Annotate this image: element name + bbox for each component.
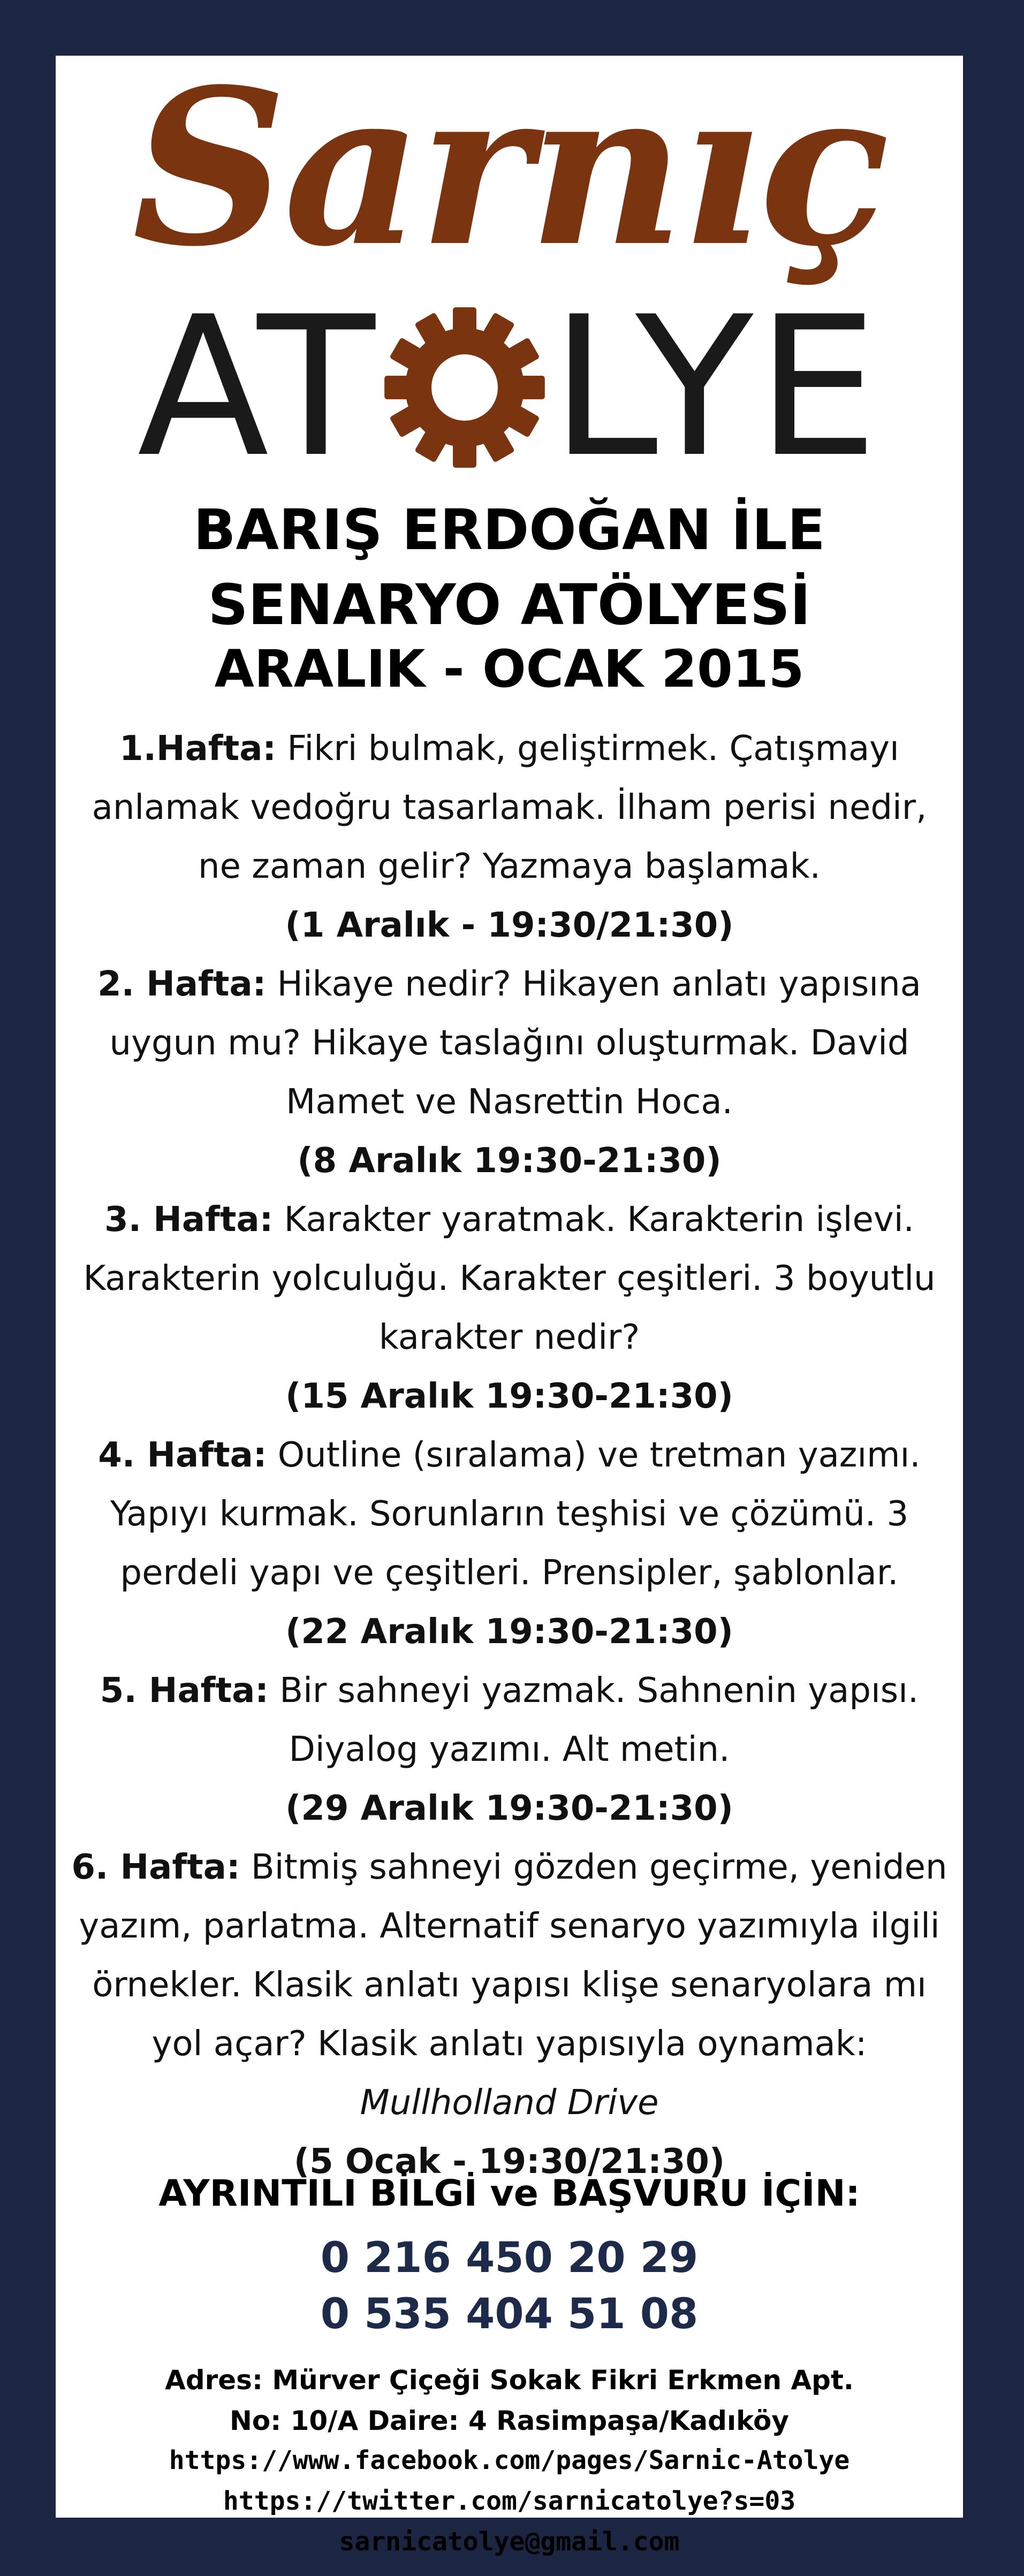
logo-script: Sarnıç <box>132 42 887 294</box>
week-body: Outline (sıralama) ve tretman yazımı. Yapıyı kurmak. Sorunların teşhisi ve çözümü. 3 perdeli yapı ve çeşitleri. Prensipler, şablonlar. <box>110 1435 921 1593</box>
week-label: 2. Hafta: <box>97 964 267 1004</box>
week-description <box>66 1190 952 1367</box>
email-link[interactable]: sarnicatolye@gmail.com <box>339 2527 680 2557</box>
title-line-3: ARALIK - OCAK 2015 <box>214 639 805 699</box>
contact-links <box>56 2440 963 2562</box>
week-label: 1.Hafta: <box>119 729 276 769</box>
week-label: 3. Hafta: <box>104 1200 274 1240</box>
week-date: (5 Ocak - 19:30/21:30) <box>293 2142 725 2182</box>
week-description <box>66 1838 952 2132</box>
week-body: Bitmiş sahneyi gözden geçirme, yeniden yazım, parlatma. Alternatif senaryo yazımıyla ilgili örnekler. Klasik anlatı yapısı klişe senaryolara mı yol açar? Klasik anlatı yapısıyla oynamak: <box>79 1848 947 2064</box>
week-date: (29 Aralık 19:30-21:30) <box>285 1789 733 1828</box>
week-body: Karakter yaratmak. Karakterin işlevi. Karakterin yolculuğu. Karakter çeşitleri. 3 boyutlu karakter nedir? <box>83 1200 936 1357</box>
title-line-2: SENARYO ATÖLYESİ <box>208 572 811 637</box>
address <box>56 2360 963 2441</box>
week-body: Hikaye nedir? Hikayen anlatı yapısına uygun mu? Hikaye taslağını oluşturmak. David Mamet ve Nasrettin Hoca. <box>109 964 921 1122</box>
week-film-title: Mullholland Drive <box>360 2083 659 2123</box>
address-line-1: Adres: Mürver Çiçeği Sokak Fikri Erkmen Apt. <box>165 2365 854 2396</box>
twitter-link[interactable]: https://twitter.com/sarnicatolye?s=03 <box>223 2486 796 2516</box>
week-description <box>66 719 952 896</box>
contact-heading: AYRINTILI BİLGİ ve BAŞVURU İÇİN: <box>158 2172 860 2215</box>
week-label: 4. Hafta: <box>98 1435 267 1475</box>
week-label: 5. Hafta: <box>100 1671 269 1711</box>
week-block <box>66 1838 952 2191</box>
phone-number-2[interactable]: 0 535 404 51 08 <box>320 2290 699 2338</box>
poster <box>56 42 963 2557</box>
week-label: 6. Hafta: <box>71 1848 240 1887</box>
week-body: Bir sahneyi yazmak. Sahnenin yapısı. Diyalog yazımı. Alt metin. <box>268 1671 919 1769</box>
title-line-1: BARIŞ ERDOĞAN İLE <box>193 497 825 563</box>
week-block <box>66 1661 952 1838</box>
facebook-link[interactable]: https://www.facebook.com/pages/Sarnic-Atolye <box>169 2445 850 2475</box>
week-block <box>66 719 952 955</box>
week-date: (8 Aralık 19:30-21:30) <box>297 1141 722 1181</box>
week-description <box>66 1661 952 1779</box>
logo-wordmark <box>56 275 963 499</box>
gear-icon <box>382 299 548 476</box>
week-block <box>66 1190 952 1426</box>
week-date: (1 Aralık - 19:30/21:30) <box>285 906 734 945</box>
week-body: Fikri bulmak, geliştirmek. Çatışmayı anlamak vedoğru tasarlamak. İlham perisi nedir, ne zaman gelir? Yazmaya başlamak. <box>92 729 927 886</box>
phone-number-1[interactable]: 0 216 450 20 29 <box>320 2234 699 2282</box>
week-date: (15 Aralık 19:30-21:30) <box>285 1377 733 1416</box>
week-list <box>66 719 952 2191</box>
week-description <box>66 1426 952 1602</box>
logo-word-right: LYE <box>550 275 882 499</box>
week-block <box>66 1426 952 1661</box>
address-line-2: No: 10/A Daire: 4 Rasimpaşa/Kadıköy <box>230 2405 789 2436</box>
week-description <box>66 955 952 1131</box>
logo-word-left: AT <box>137 275 378 499</box>
week-block <box>66 955 952 1190</box>
week-date: (22 Aralık 19:30-21:30) <box>285 1612 733 1652</box>
